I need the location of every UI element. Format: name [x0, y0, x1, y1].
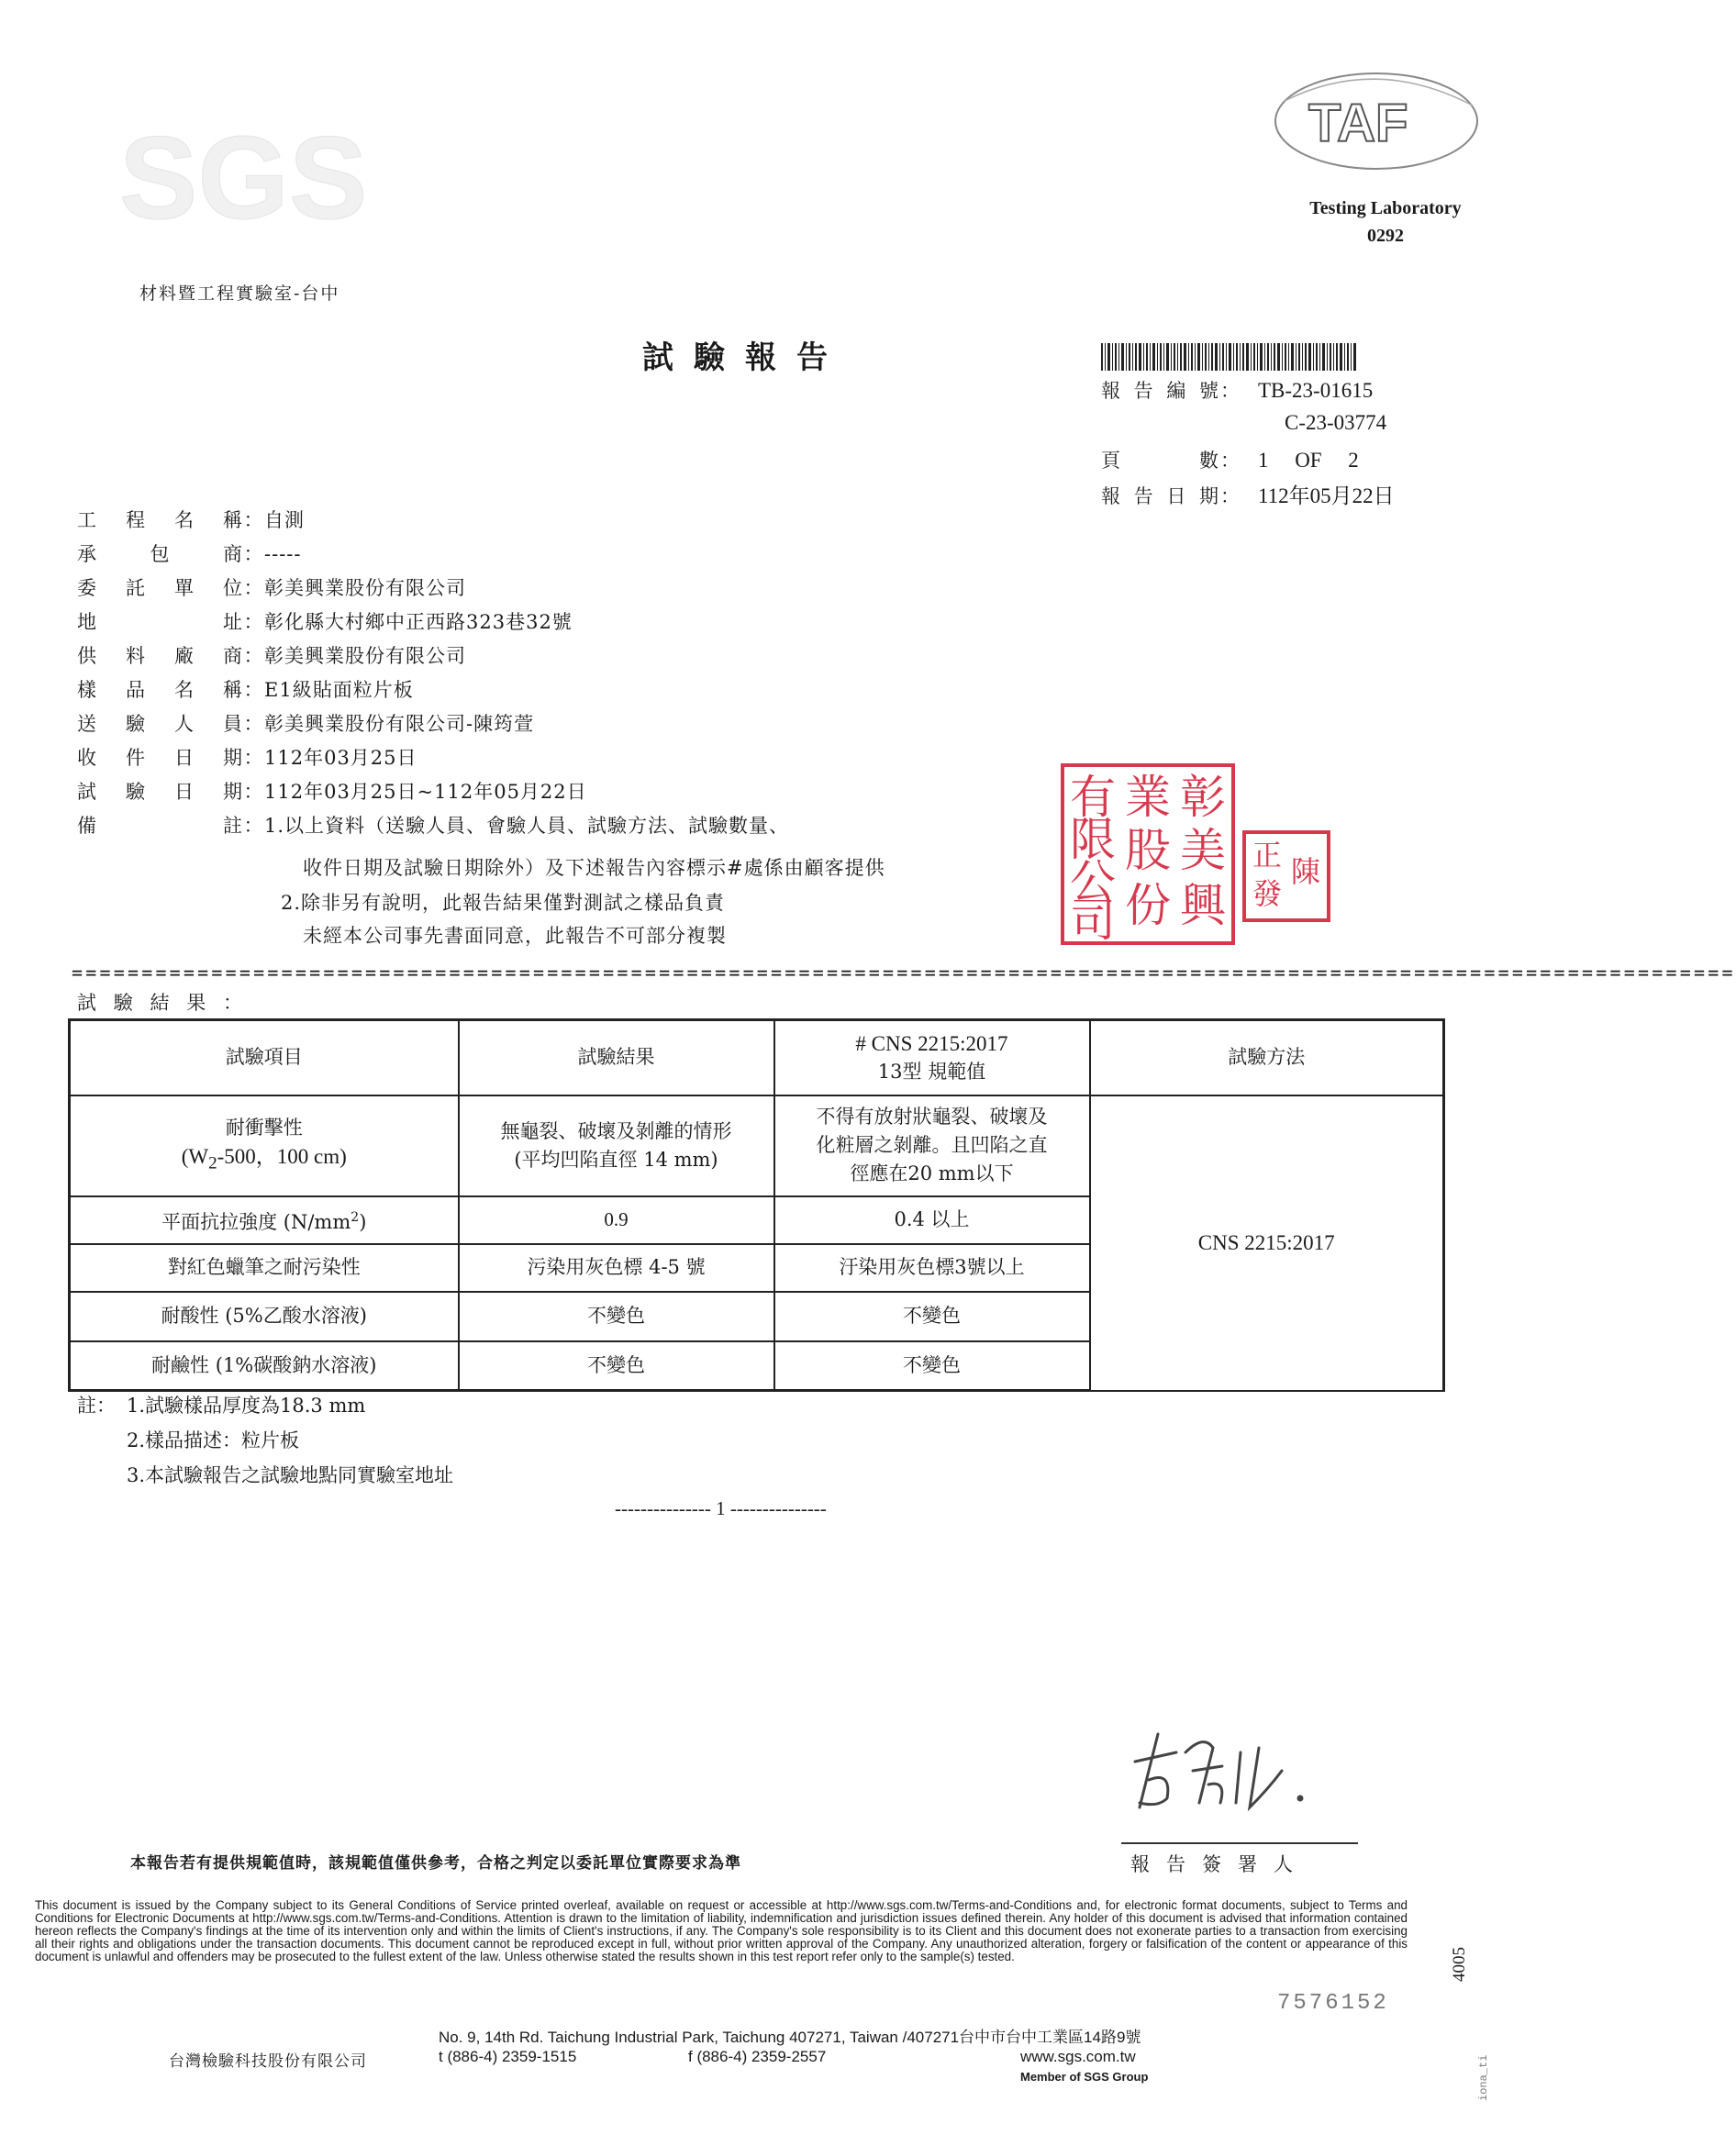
footer-address: No. 9, 14th Rd. Taichung Industrial Park, Taichung 407271, Taiwan /407271台中市台中工業區14路9號	[439, 2029, 1141, 2046]
info-row: 樣品名稱：E1級貼面粒片板	[77, 676, 414, 704]
seal-char: 業	[1125, 771, 1171, 824]
cell-part: -500，100 cm)	[217, 1144, 347, 1168]
report-number: TB-23-01615	[1258, 379, 1374, 402]
page-row: 頁數： 1 OF 2	[1101, 446, 1359, 473]
remark-line: 收件日期及試驗日期除外）及下述報告內容標示#處係由顧客提供	[303, 857, 885, 879]
cell-part: )	[359, 1210, 367, 1233]
info-label: 樣品名稱	[77, 679, 242, 701]
seal-char: 彰	[1180, 771, 1226, 824]
info-label: 承包商	[77, 543, 242, 565]
cell-part: 平面抗拉強度 (N/mm	[161, 1210, 351, 1233]
table-cell	[70, 1095, 459, 1196]
info-row: 收件日期：112年03月25日	[77, 744, 417, 772]
taf-lab-number: 0292	[1367, 226, 1404, 246]
info-label: 供料廠商	[77, 645, 242, 667]
lab-name: 材料暨工程實驗室-台中	[139, 284, 340, 304]
info-row: 工程名稱：自測	[77, 506, 305, 534]
cell-part: 2	[208, 1153, 217, 1173]
column-header-line: # CNS 2215:2017	[855, 1031, 1008, 1055]
cell-line: 不得有放射狀龜裂、破壞及	[816, 1106, 1048, 1128]
signature	[1121, 1716, 1332, 1817]
svg-text:TAF: TAF	[1308, 94, 1408, 153]
info-row: 委託單位：彰美興業股份有限公司	[77, 574, 466, 602]
info-value: 彰美興業股份有限公司	[264, 577, 466, 599]
table-cell: 耐酸性 (5%乙酸水溶液)	[70, 1292, 459, 1341]
table-cell: 對紅色蠟筆之耐污染性	[70, 1244, 459, 1292]
info-value: 彰美興業股份有限公司-陳筠萱	[264, 713, 535, 735]
disclaimer-note: 本報告若有提供規範值時，該規範值僅供參考，合格之判定以委託單位實際要求為準	[130, 1854, 741, 1873]
taf-lab-name: Testing Laboratory	[1309, 198, 1462, 218]
seal-char: 發	[1252, 876, 1282, 911]
table-cell: 不變色	[774, 1341, 1090, 1391]
footer-phone: t (886-4) 2359-1515	[439, 2048, 577, 2065]
info-label: 送驗人員	[77, 713, 242, 735]
column-header-line: 13型 規範值	[877, 1060, 986, 1083]
cell-line: 無龜裂、破壞及剝離的情形	[500, 1119, 732, 1142]
remark-line: 2.除非另有說明，此報告結果僅對測試之樣品負責	[281, 892, 726, 914]
info-label: 備註	[77, 815, 242, 837]
note-item: 3.本試驗報告之試驗地點同實驗室地址	[127, 1464, 454, 1486]
barcode	[1101, 343, 1358, 371]
column-header: 試驗結果	[459, 1020, 774, 1095]
test-method-cell	[1090, 1095, 1444, 1391]
info-row: 送驗人員：彰美興業股份有限公司-陳筠萱	[77, 710, 534, 738]
info-value: 112年03月25日~112年05月22日	[264, 781, 587, 803]
cell-part: (W	[181, 1144, 209, 1168]
cell-line: 耐衝擊性	[225, 1116, 303, 1139]
test-method: CNS 2215:2017	[1197, 1230, 1335, 1254]
info-value: 彰化縣大村鄉中正西路323巷32號	[264, 611, 573, 633]
info-label: 收件日期	[77, 747, 242, 769]
table-cell	[70, 1196, 459, 1244]
info-value: -----	[264, 543, 302, 565]
note-item: 1.試驗樣品厚度為18.3 mm	[127, 1395, 366, 1417]
report-number-2: C-23-03774	[1285, 411, 1387, 434]
side-code: iona_ti	[1477, 2054, 1490, 2101]
table-cell: 不變色	[459, 1341, 774, 1391]
info-value: 自測	[264, 509, 305, 531]
report-date-label: 報告日期	[1101, 485, 1220, 507]
personal-seal-stamp	[1242, 830, 1330, 922]
info-label: 委託單位	[77, 577, 242, 599]
page-marker: --------------- 1 ---------------	[615, 1497, 827, 1519]
seal-char: 美	[1180, 824, 1226, 877]
table-cell: 污染用灰色標 4-5 號	[459, 1244, 774, 1292]
serial-number: 7576152	[1277, 1991, 1389, 2016]
table-cell: 耐鹼性 (1%碳酸鈉水溶液)	[70, 1341, 459, 1391]
seal-char: 興	[1180, 879, 1226, 932]
footer-member: Member of SGS Group	[1020, 2070, 1149, 2084]
info-label: 試驗日期	[77, 781, 242, 803]
report-number-row: 報告編號： TB-23-01615	[1101, 376, 1373, 404]
info-value: E1級貼面粒片板	[264, 679, 414, 701]
info-value: 彰美興業股份有限公司	[264, 645, 466, 667]
table-cell: 0.4 以上	[774, 1196, 1090, 1244]
footer-company: 台灣檢驗科技股份有限公司	[169, 2052, 367, 2071]
results-label	[77, 989, 242, 1017]
sgs-logo	[119, 110, 368, 244]
taf-lab-label	[1248, 195, 1523, 250]
table-cell	[459, 1095, 774, 1196]
info-row: 地址：彰化縣大村鄉中正西路323巷32號	[77, 608, 573, 636]
seal-char: 限	[1070, 813, 1116, 866]
column-header: 試驗方法	[1090, 1020, 1444, 1095]
cell-line: 徑應在20 mm以下	[850, 1162, 1014, 1184]
table-cell	[774, 1095, 1090, 1196]
svg-text:SGS: SGS	[119, 113, 368, 244]
taf-logo	[1266, 64, 1486, 183]
side-number: 4005	[1450, 1947, 1469, 1982]
table-header-row	[70, 1020, 1444, 1095]
info-row: 試驗日期：112年03月25日~112年05月22日	[77, 778, 587, 806]
seal-char: 有	[1070, 771, 1116, 824]
table-cell: 0.9	[459, 1196, 774, 1244]
remark-line: 未經本公司事先書面同意，此報告不可部分複製	[303, 925, 727, 947]
page-total: 2	[1348, 449, 1359, 472]
report-date-row: 報告日期： 112年05月22日	[1101, 479, 1395, 509]
notes-label: 註：	[77, 1395, 116, 1417]
results-label-text: 試驗結果：	[77, 992, 242, 1014]
cell-line: 化粧層之剝離。且凹陷之直	[816, 1134, 1048, 1156]
seal-char: 公	[1070, 855, 1116, 908]
signature-line	[1121, 1842, 1358, 1844]
info-row: 承包商：-----	[77, 540, 301, 568]
footer-website: www.sgs.com.tw	[1020, 2048, 1136, 2065]
table-cell: 汙染用灰色標3號以上	[774, 1244, 1090, 1292]
footer-fax: f (886-4) 2359-2557	[688, 2048, 827, 2065]
seal-char: 司	[1070, 894, 1116, 947]
note-item: 2.樣品描述：粒片板	[127, 1429, 300, 1451]
table-row	[70, 1095, 1444, 1196]
page-label: 頁數	[1101, 450, 1220, 472]
table-cell: 不變色	[774, 1292, 1090, 1341]
info-row-remarks: 備註：1.以上資料（送驗人員、會驗人員、試驗方法、試驗數量、	[77, 812, 789, 839]
results-table	[68, 1018, 1445, 1392]
cell-line	[76, 1142, 452, 1178]
cell-part: 2	[351, 1209, 360, 1225]
page-number: 1	[1258, 449, 1269, 472]
page-title: 試驗報告	[642, 339, 848, 376]
divider: =======================================================================================================================	[72, 962, 1736, 984]
column-header: 試驗項目	[70, 1020, 459, 1095]
page-of: OF	[1295, 449, 1322, 472]
report-number-row-2	[1266, 411, 1386, 435]
seal-char: 份	[1125, 879, 1171, 932]
info-row: 供料廠商：彰美興業股份有限公司	[77, 642, 466, 670]
seal-char: 正	[1252, 838, 1282, 873]
info-label: 工程名稱	[77, 509, 242, 531]
terms-text: This document is issued by the Company subject to its General Conditions of Service printed overleaf, available on request or accessible at http://www.sgs.com.tw/Terms-and-Conditions and, for electronic format documents, subject to Terms and Conditions for Electronic Documents at http://www.sgs.com.tw/Terms-and-Conditions. Attention is drawn to the limitation of liability, indemnification and jurisdiction issues defined therein. Any holder of this document is advised that information contained hereon reflects the Company's findings at the time of its intervention only and within the limits of Client's instructions, if any. The Company's sole responsibility is to its Client and this document does not exonerate parties to a transaction from exercising all their rights and obligations under the transaction documents. This document cannot be reproduced except in full, without prior written approval of the Company. Any unauthorized alteration, forgery or falsification of the content or appearance of this document is unlawful and offenders may be prosecuted to the fullest extent of the law. Unless otherwise stated the results shown in this test report refer only to the sample(s) tested.	[35, 1898, 1408, 1963]
cell-line: (平均凹陷直徑 14 mm)	[514, 1148, 718, 1171]
table-cell: 不變色	[459, 1292, 774, 1341]
seal-char: 陳	[1290, 854, 1320, 889]
report-number-label: 報告編號	[1101, 380, 1220, 402]
report-date: 112年05月22日	[1258, 484, 1395, 507]
company-seal-stamp	[1061, 763, 1235, 945]
seal-char: 股	[1125, 824, 1171, 877]
info-label: 地址	[77, 611, 242, 633]
info-value: 1.以上資料（送驗人員、會驗人員、試驗方法、試驗數量、	[264, 815, 790, 837]
signatory-label: 報告簽署人	[1130, 1853, 1309, 1875]
column-header	[774, 1020, 1090, 1095]
info-value: 112年03月25日	[264, 747, 417, 769]
